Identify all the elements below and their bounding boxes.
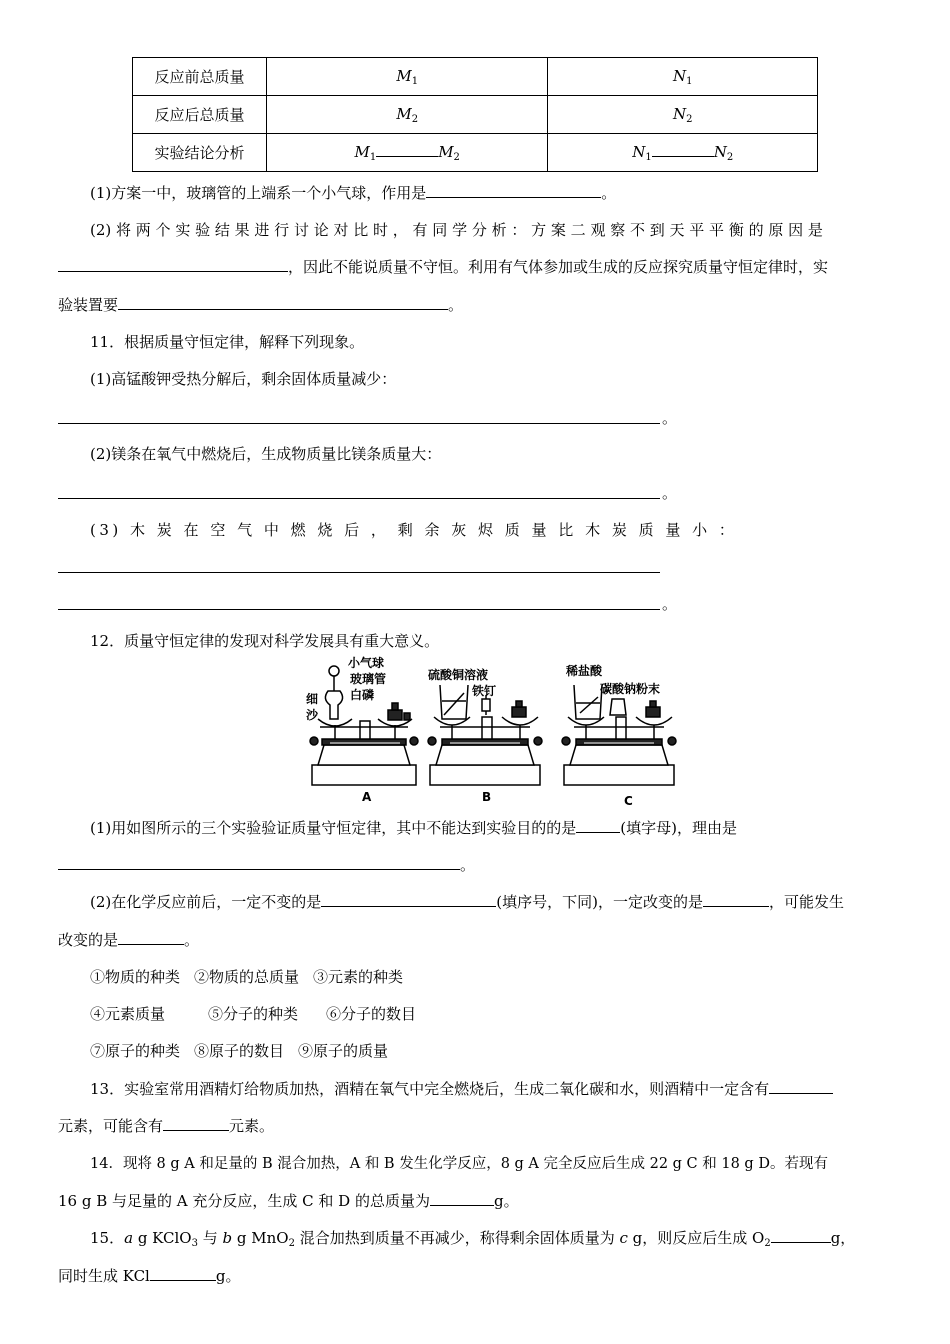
q15-line1: 15．a g KClO$_3$ 与 b g MnO$_2$ 混合加热到质量不再减少，称得剩余固体质量为 c g，则反应后生成 $O_2$ g， [90,1229,856,1249]
label-balloon: 小气球 [348,656,385,670]
answer-blank[interactable] [118,295,448,310]
period: 。 [662,409,678,427]
label-sodium-carbonate: 碳酸钠粉末 [600,682,661,696]
q12-item1-line2: 。 [58,855,475,875]
period: 。 [662,595,678,613]
q12-item1-line1: (1)用如图所示的三个实验验证质量守恒定律，其中不能达到实验目的的是 (填字母)，理由是 [90,819,737,837]
answer-line[interactable] [58,423,660,424]
q13-line1: 13．实验室常用酒精灯给物质加热，酒精在氧气中完全燃烧后，生成二氧化碳和水，则酒精中一定含有 [90,1079,833,1099]
label-copper-sulfate: 硫酸铜溶液 [428,668,489,682]
cell-n1: $N_1$ [548,58,818,96]
q11-item3: (3) 木 炭 在 空 气 中 燃 烧 后 ， 剩 余 灰 烬 质 量 比 木 炭 质 量 小 ： [90,521,738,539]
label-iron-nail: 铁钉 [472,684,497,698]
q10-part2-line3: 验装置要 。 [58,296,464,314]
answer-blank[interactable] [576,818,620,833]
answer-blank[interactable] [163,1116,229,1131]
row-label: 反应前总质量 [133,58,267,96]
answer-blank[interactable] [118,930,184,945]
q14-line1: 14．现将 8 g A 和足量的 B 混合加热，A 和 B 发生化学反应，8 g A 完全反应后生成 22 g C 和 18 g D。若现有 [90,1156,828,1172]
q10-part1: (1)方案一中，玻璃管的上端系一个小气球，作用是 。 [90,184,617,202]
cell-n2: $N_2$ [548,96,818,134]
answer-blank[interactable] [426,183,601,198]
label-hydrochloric-acid: 稀盐酸 [566,664,603,678]
answer-blank[interactable] [58,855,460,870]
label-white-phosphorus: 白磷 [350,688,375,702]
cell-m-compare: $M_1$ $M_2$ [267,134,548,172]
answer-blank[interactable] [771,1228,831,1243]
label-glass-tube: 玻璃管 [350,672,387,686]
option-row: ④元素质量 ⑤分子的种类 ⑥分子的数目 [90,1005,417,1023]
q11-item2: (2)镁条在氧气中燃烧后，生成物质量比镁条质量大： [90,445,442,463]
cell-n-compare: $N_1$ $N_2$ [548,134,818,172]
label-sand-2: 沙 [306,708,319,722]
answer-line[interactable] [58,609,660,610]
answer-blank[interactable] [321,892,496,907]
option-row: ①物质的种类 ②物质的总质量 ③元素的种类 [90,968,404,986]
answer-blank[interactable] [430,1191,494,1206]
q10-part2-line1: (2) 将 两 个 实 验 结 果 进 行 讨 论 对 比 时 ， 有 同 学 分 析 ： 方 案 二 观 察 不 到 天 平 平 衡 的 原 因 是 [90,221,823,239]
answer-blank[interactable] [150,1266,216,1281]
q13-line2: 元素，可能含有 元素。 [58,1117,275,1135]
answer-blank[interactable] [376,142,438,157]
balance-b [428,685,542,785]
table-row [133,58,818,96]
caption-a: A [362,790,372,804]
q11-title: 11．根据质量守恒定律，解释下列现象。 [90,333,365,351]
balance-experiments-figure [300,655,690,810]
balance-c [562,685,676,785]
q10-part2-line2: ，因此不能说质量不守恒。利用有气体参加或生成的反应探究质量守恒定律时，实 [58,257,828,277]
caption-c: C [624,794,633,808]
q15-line2: 同时生成 KCl g。 [58,1267,241,1285]
label-sand-1: 细 [306,692,319,706]
cell-m1: $M_1$ [267,58,548,96]
answer-blank[interactable] [703,892,769,907]
answer-blank[interactable] [58,257,288,272]
q12-item2-line2: 改变的是 。 [58,931,200,949]
caption-b: B [482,790,492,804]
q14-line2: 16 g B 与足量的 A 充分反应，生成 C 和 D 的总质量为 g。 [58,1192,519,1210]
table-row [133,96,818,134]
answer-blank[interactable] [652,142,714,157]
option-row: ⑦原子的种类 ⑧原子的数目 ⑨原子的质量 [90,1042,389,1060]
q11-item1: (1)高锰酸钾受热分解后，剩余固体质量减少： [90,370,397,388]
answer-line[interactable] [58,498,660,499]
row-label: 实验结论分析 [133,134,267,172]
period: 。 [662,484,678,502]
row-label: 反应后总质量 [133,96,267,134]
q12-item2-line1: (2)在化学反应前后，一定不变的是 (填序号，下同)，一定改变的是 ，可能发生 [90,893,844,911]
cell-m2: $M_2$ [267,96,548,134]
q12-title: 12．质量守恒定律的发现对科学发展具有重大意义。 [90,632,440,650]
answer-line[interactable] [58,572,660,573]
table-row [133,134,818,172]
result-table [132,57,818,172]
answer-blank[interactable] [769,1079,833,1094]
